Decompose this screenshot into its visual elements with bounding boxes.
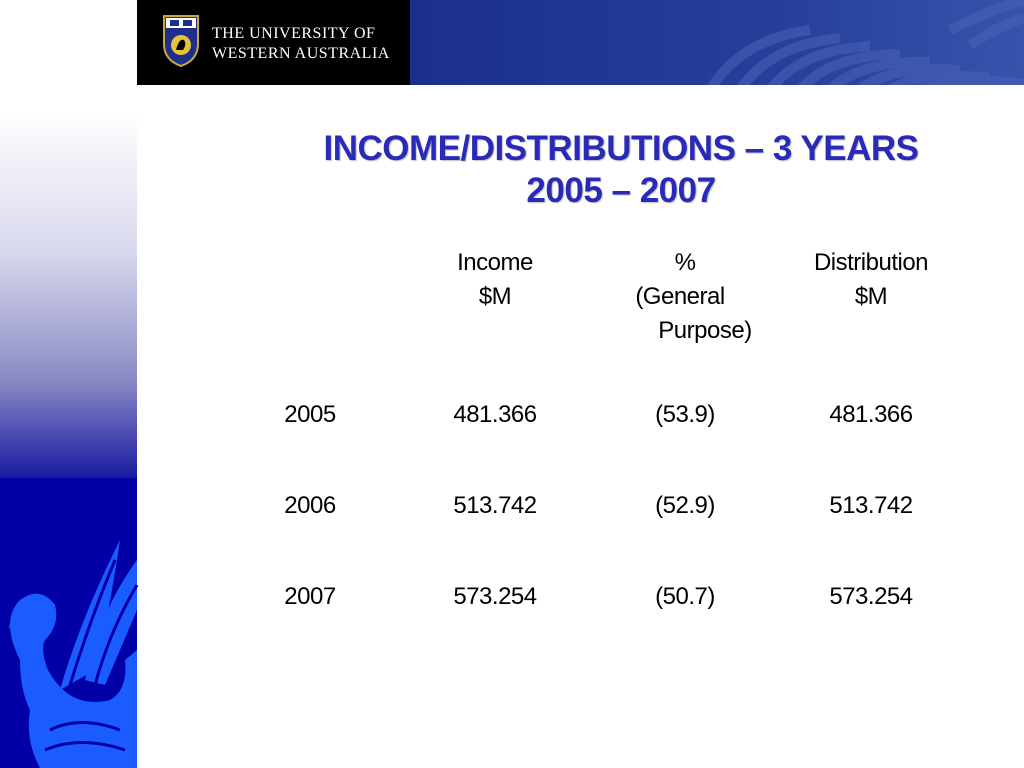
slide-title-line1: INCOME/DISTRIBUTIONS – 3 YEARS bbox=[323, 129, 919, 168]
column-header-income bbox=[420, 246, 570, 314]
column-header-percent-line1: % bbox=[674, 249, 696, 276]
university-crest-icon bbox=[162, 14, 200, 68]
column-header-distribution-line2: $M bbox=[854, 283, 888, 310]
row-2006-percent: (52.9) bbox=[655, 492, 715, 519]
row-2007-income: 573.254 bbox=[453, 583, 537, 610]
slide-title-line2: 2005 – 2007 bbox=[526, 171, 716, 210]
slide-title bbox=[236, 128, 1006, 212]
row-2006-year: 2006 bbox=[284, 492, 336, 519]
institution-name bbox=[212, 24, 390, 64]
column-header-percent bbox=[600, 246, 780, 348]
column-header-distribution-line1: Distribution bbox=[813, 249, 929, 276]
institution-name-line2: WESTERN AUSTRALIA bbox=[212, 45, 390, 62]
header-decoration bbox=[410, 0, 1024, 85]
column-header-percent-line2: (General bbox=[635, 283, 725, 310]
row-2006-distribution: 513.742 bbox=[829, 492, 913, 519]
row-2007-year: 2007 bbox=[284, 583, 336, 610]
row-2007-distribution: 573.254 bbox=[829, 583, 913, 610]
wing-pattern-icon bbox=[410, 0, 1024, 85]
row-2005-year: 2005 bbox=[284, 401, 336, 428]
row-2005-percent: (53.9) bbox=[655, 401, 715, 428]
row-2005-distribution: 481.366 bbox=[829, 401, 913, 428]
row-2006-income: 513.742 bbox=[453, 492, 537, 519]
row-2007-percent: (50.7) bbox=[655, 583, 715, 610]
column-header-percent-line3: Purpose) bbox=[658, 317, 752, 344]
column-header-income-line1: Income bbox=[457, 249, 533, 276]
column-header-distribution bbox=[790, 246, 952, 314]
column-header-income-line2: $M bbox=[478, 283, 512, 310]
swan-icon bbox=[0, 500, 140, 768]
row-2005-income: 481.366 bbox=[453, 401, 537, 428]
institution-name-line1: THE UNIVERSITY OF bbox=[212, 25, 376, 42]
